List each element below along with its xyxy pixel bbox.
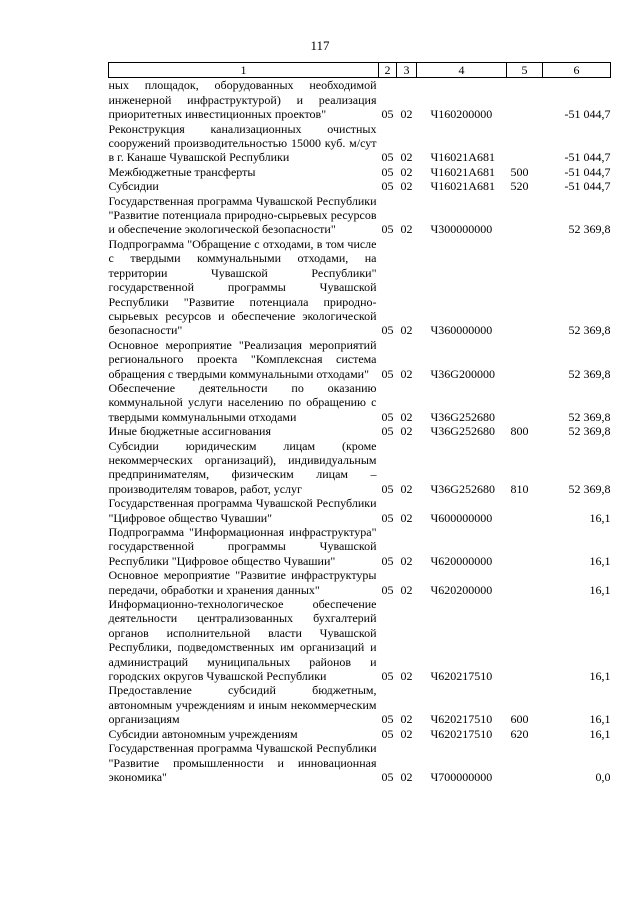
row-description: Государственная программа Чувашской Республики "Развитие потенциала природно-сырьевых ресурсов и обеспечение экологической безопасности" (108, 193, 377, 237)
row-target-code: Ч700000000 (430, 769, 493, 784)
row-expense-type (507, 78, 543, 122)
row-target-code: Ч36G252680 (430, 409, 495, 424)
row-amount: 16,1 (589, 510, 611, 525)
row-target-code: Ч600000000 (430, 510, 493, 525)
row-subsection: 02 (400, 424, 413, 439)
row-description: Подпрограмма "Обращение с отходами, в том числе с твердыми коммунальными отходами, на территории Чувашской Республики" государственной программы Чувашской Республики "Развитие потенциала природно-сырьевых ресурсов и обеспечение экологической безопасности" (108, 236, 377, 338)
row-section: 05 (381, 366, 394, 381)
row-expense-type (507, 525, 543, 568)
row-description: Субсидии (108, 179, 159, 194)
row-section: 05 (381, 179, 394, 194)
row-target-code: Ч36G252680 (430, 424, 495, 439)
row-subsection: 02 (400, 409, 413, 424)
row-description: Подпрограмма "Информационная инфраструктура" государственной программы Чувашской Республики "Цифровое общество Чувашии" (108, 525, 377, 568)
row-expense-type: 810 (510, 481, 529, 496)
row-target-code: Ч360000000 (430, 323, 493, 338)
row-description: Субсидии автономным учреждениям (108, 726, 298, 741)
row-amount: 52 369,8 (568, 323, 611, 338)
row-subsection: 02 (400, 481, 413, 496)
table-row (109, 683, 611, 726)
table-row (109, 741, 611, 784)
row-description: Обеспечение деятельности по оказанию коммунальной услуги населению по обращению с твердыми коммунальными отходами (108, 380, 377, 424)
table-row (109, 727, 611, 741)
row-section: 05 (381, 107, 394, 122)
row-subsection: 02 (400, 669, 413, 684)
header-col-4: 4 (417, 63, 507, 78)
header-col-3: 3 (397, 63, 417, 78)
table-row (109, 179, 611, 193)
row-expense-type (507, 338, 543, 381)
row-expense-type (507, 381, 543, 424)
row-amount: 52 369,8 (568, 409, 611, 424)
row-target-code: Ч16021А681 (430, 164, 495, 179)
header-col-5: 5 (507, 63, 543, 78)
row-subsection: 02 (400, 164, 413, 179)
table-row (109, 496, 611, 525)
row-subsection: 02 (400, 553, 413, 568)
row-subsection: 02 (400, 769, 413, 784)
row-amount: 0,0 (595, 769, 611, 784)
row-subsection: 02 (400, 107, 413, 122)
row-amount: 52 369,8 (568, 222, 611, 237)
row-expense-type (507, 496, 543, 525)
row-section: 05 (381, 712, 394, 727)
table-row (109, 237, 611, 338)
budget-table (108, 62, 611, 784)
row-amount: -51 044,7 (564, 150, 611, 165)
row-expense-type (507, 568, 543, 597)
row-target-code: Ч36G200000 (430, 366, 495, 381)
row-expense-type: 800 (510, 424, 529, 439)
row-description: Основное мероприятие "Развитие инфраструктуры передачи, обработки и хранения данных" (108, 568, 377, 597)
row-expense-type: 620 (510, 726, 529, 741)
row-expense-type: 600 (510, 712, 529, 727)
row-section: 05 (381, 222, 394, 237)
row-description: Государственная программа Чувашской Республики "Развитие промышленности и инновационная экономика" (108, 741, 377, 784)
header-col-1: 1 (109, 63, 379, 78)
row-amount: 16,1 (589, 712, 611, 727)
row-amount: 16,1 (589, 582, 611, 597)
table-row (109, 194, 611, 237)
table-row (109, 78, 611, 122)
row-subsection: 02 (400, 726, 413, 741)
page-number: 117 (310, 38, 330, 53)
row-section: 05 (381, 481, 394, 496)
row-section: 05 (381, 769, 394, 784)
row-target-code: Ч300000000 (430, 222, 493, 237)
row-target-code: Ч620000000 (430, 553, 493, 568)
table-row (109, 122, 611, 165)
header-col-2: 2 (379, 63, 397, 78)
row-target-code: Ч36G252680 (430, 481, 495, 496)
row-target-code: Ч620217510 (430, 669, 493, 684)
table-row (109, 525, 611, 568)
row-expense-type: 500 (510, 164, 529, 179)
row-target-code: Ч620217510 (430, 726, 493, 741)
row-target-code: Ч160200000 (430, 107, 493, 122)
table-row (109, 381, 611, 424)
row-target-code: Ч620217510 (430, 712, 493, 727)
row-target-code: Ч16021А681 (430, 150, 495, 165)
table-row (109, 165, 611, 179)
row-subsection: 02 (400, 712, 413, 727)
row-target-code: Ч16021А681 (430, 179, 495, 194)
table-row (109, 338, 611, 381)
row-target-code: Ч620200000 (430, 582, 493, 597)
row-description: Субсидии юридическим лицам (кроме некоммерческих организаций), индивидуальным предпринимателям, физическим лицам – производителям товаров, работ, услуг (108, 438, 377, 496)
row-amount: 16,1 (589, 669, 611, 684)
row-description: Иные бюджетные ассигнования (108, 424, 271, 439)
row-amount: -51 044,7 (564, 107, 611, 122)
table-row (109, 568, 611, 597)
row-subsection: 02 (400, 179, 413, 194)
table-row (109, 439, 611, 497)
row-description: Предоставление субсидий бюджетным, автономным учреждениям и иным некоммерческим организациям (108, 683, 377, 727)
row-amount: -51 044,7 (564, 164, 611, 179)
row-subsection: 02 (400, 582, 413, 597)
row-amount: 52 369,8 (568, 424, 611, 439)
row-description: Основное мероприятие "Реализация мероприятий регионального проекта "Комплексная система обращения с твердыми коммунальными отходами" (108, 337, 377, 381)
row-section: 05 (381, 553, 394, 568)
row-amount: 16,1 (589, 553, 611, 568)
row-section: 05 (381, 424, 394, 439)
row-expense-type (507, 122, 543, 165)
row-subsection: 02 (400, 150, 413, 165)
row-expense-type (507, 237, 543, 338)
row-expense-type (507, 597, 543, 683)
row-section: 05 (381, 150, 394, 165)
row-subsection: 02 (400, 510, 413, 525)
row-subsection: 02 (400, 323, 413, 338)
row-amount: 52 369,8 (568, 481, 611, 496)
header-col-6: 6 (543, 63, 611, 78)
row-section: 05 (381, 510, 394, 525)
row-section: 05 (381, 409, 394, 424)
row-expense-type (507, 741, 543, 784)
row-section: 05 (381, 726, 394, 741)
row-description: Реконструкция канализационных очистных сооружений производительностью 15000 куб. м/сут в г. Канаше Чувашской Республики (108, 121, 377, 165)
row-amount: 16,1 (589, 726, 611, 741)
row-amount: -51 044,7 (564, 179, 611, 194)
row-section: 05 (381, 323, 394, 338)
table-header-row (109, 63, 611, 78)
row-section: 05 (381, 669, 394, 684)
row-amount: 52 369,8 (568, 366, 611, 381)
row-description: Государственная программа Чувашской Республики "Цифровое общество Чувашии" (108, 496, 377, 525)
table-row (109, 424, 611, 438)
row-subsection: 02 (400, 366, 413, 381)
row-expense-type: 520 (510, 179, 529, 194)
row-section: 05 (381, 164, 394, 179)
table-row (109, 597, 611, 683)
row-expense-type (507, 194, 543, 237)
row-description: ных площадок, оборудованных необходимой инженерной инфраструктурой) и реализация приоритетных инвестиционных проектов" (108, 78, 377, 122)
row-section: 05 (381, 582, 394, 597)
row-description: Информационно-технологическое обеспечение деятельности централизованных бухгалтерий органов исполнительной власти Чувашской Республики, подведомственных им организаций и администраций муниципальных районов и городских округов Чувашской Республики (108, 597, 377, 684)
row-subsection: 02 (400, 222, 413, 237)
row-description: Межбюджетные трансферты (108, 164, 256, 179)
